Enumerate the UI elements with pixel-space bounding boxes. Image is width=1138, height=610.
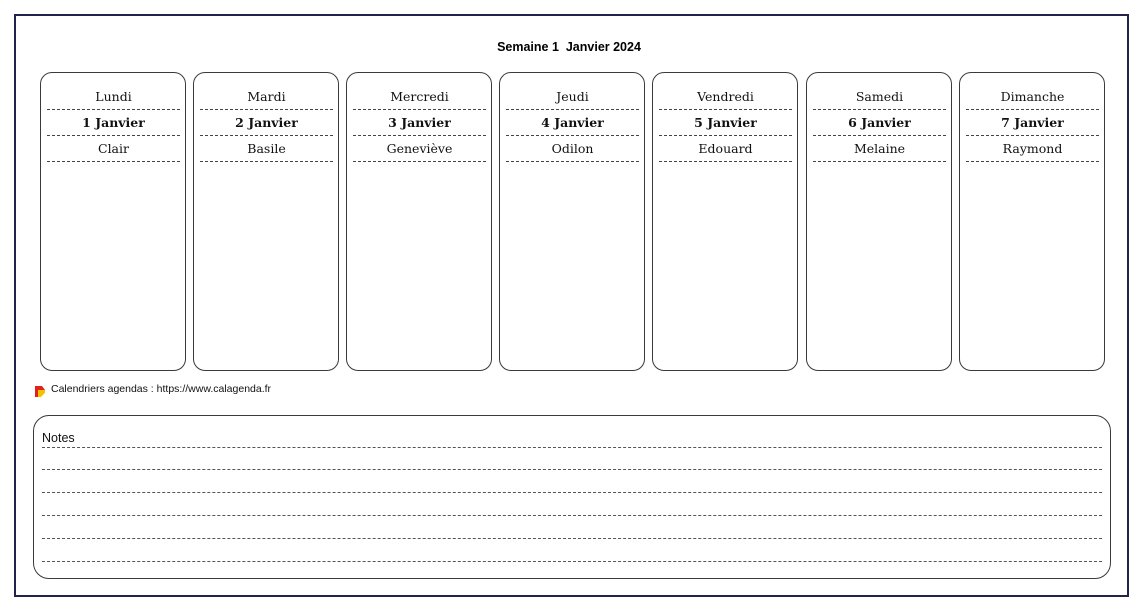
notes-line	[42, 538, 1102, 539]
day-column-wednesday	[346, 72, 492, 371]
notes-box	[33, 415, 1111, 579]
date-label: 4 Janvier	[506, 110, 639, 136]
date-label: 2 Janvier	[200, 110, 333, 136]
day-column-tuesday	[193, 72, 339, 371]
weekday-label: Vendredi	[659, 84, 792, 110]
notes-line	[42, 561, 1102, 562]
notes-line	[42, 492, 1102, 493]
notes-line	[42, 469, 1102, 470]
weekday-label: Mardi	[200, 84, 333, 110]
page-title: Semaine 1 Janvier 2024	[497, 40, 641, 54]
footer-credit	[35, 382, 271, 396]
date-label: 1 Janvier	[47, 110, 180, 136]
date-label: 6 Janvier	[813, 110, 946, 136]
date-label: 3 Janvier	[353, 110, 486, 136]
day-column-thursday	[499, 72, 645, 371]
saint-name: Basile	[200, 136, 333, 162]
day-column-monday	[40, 72, 186, 371]
saint-name: Melaine	[813, 136, 946, 162]
day-column-saturday	[806, 72, 952, 371]
day-column-friday	[652, 72, 798, 371]
notes-line	[42, 515, 1102, 516]
notes-label: Notes	[42, 431, 75, 445]
saint-name: Edouard	[659, 136, 792, 162]
weekday-label: Samedi	[813, 84, 946, 110]
weekday-label: Lundi	[47, 84, 180, 110]
saint-name: Raymond	[966, 136, 1099, 162]
footer-link[interactable]: Calendriers agendas : https://www.calagenda.fr	[51, 383, 272, 395]
date-label: 5 Janvier	[659, 110, 792, 136]
saint-name: Clair	[47, 136, 180, 162]
date-label: 7 Janvier	[966, 110, 1099, 136]
notes-line	[42, 447, 1102, 448]
saint-name: Geneviève	[353, 136, 486, 162]
weekday-label: Jeudi	[506, 84, 639, 110]
calagenda-logo-icon	[35, 384, 45, 395]
weekday-label: Mercredi	[353, 84, 486, 110]
saint-name: Odilon	[506, 136, 639, 162]
weekday-label: Dimanche	[966, 84, 1099, 110]
day-column-sunday	[959, 72, 1105, 371]
